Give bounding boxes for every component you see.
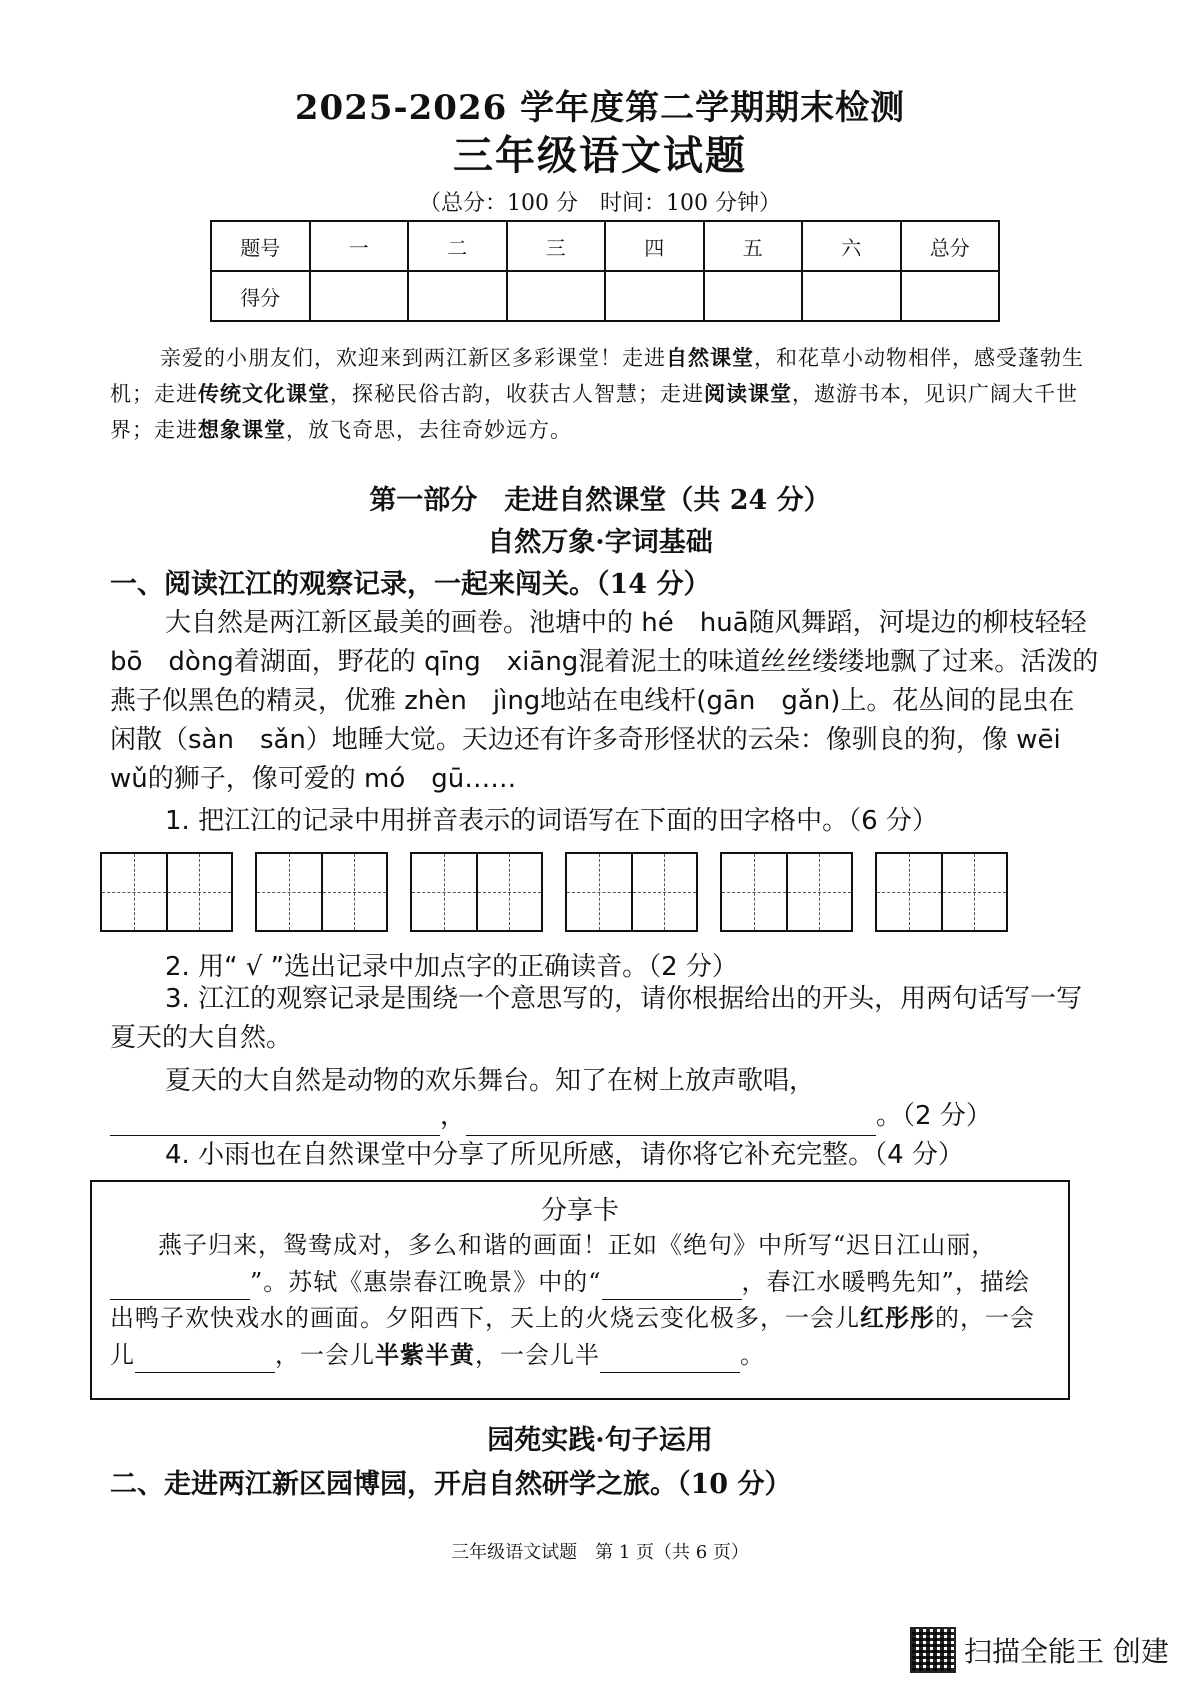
- score-cell: 三: [507, 221, 606, 271]
- share-text-part: 的，一会儿: [110, 1304, 1035, 1369]
- score-cell: 五: [704, 221, 803, 271]
- subsection-title-sentence: 园苑实践·句子运用: [487, 1425, 713, 1456]
- qr-code-icon: [910, 1627, 956, 1673]
- q3-end: 。（2 分）: [876, 1101, 992, 1131]
- score-cell: 一: [310, 221, 409, 271]
- score-cell: 四: [605, 221, 704, 271]
- answer-blank[interactable]: [110, 1263, 250, 1300]
- tian-grid-box[interactable]: [410, 852, 543, 932]
- scanner-watermark: [910, 1625, 1169, 1675]
- share-text-part: ”。苏轼《惠崇春江晚景》中的“: [250, 1268, 602, 1296]
- score-input-cell[interactable]: [802, 271, 901, 321]
- intro-bold: 自然课堂: [666, 345, 754, 370]
- intro-text: ，放飞奇思，去往奇妙远方。: [286, 418, 572, 442]
- answer-blank[interactable]: [110, 1096, 440, 1136]
- question-4: 4. 小雨也在自然课堂中分享了所见所感，请你将它补充完整。（4 分）: [165, 1140, 964, 1170]
- subsection-title-vocab: 自然万象·字词基础: [487, 527, 713, 558]
- share-bold: 半紫半黄: [375, 1340, 475, 1369]
- tian-grid-box[interactable]: [875, 852, 1008, 932]
- score-cell: 总分: [901, 221, 1000, 271]
- share-card-title: 分享卡: [540, 1196, 619, 1226]
- score-input-cell[interactable]: [605, 271, 704, 321]
- intro-text: ，遨游书本，见识广阔大千世界；走进: [110, 382, 1078, 442]
- share-card: [90, 1180, 1070, 1400]
- question-3-start: 夏天的大自然是动物的欢乐舞台。知了在树上放声歌唱，: [165, 1066, 816, 1096]
- intro-bold: 想象课堂: [198, 417, 286, 442]
- tian-grid-box[interactable]: [255, 852, 388, 932]
- exam-subtitle: （总分：100 分 时间：100 分钟）: [419, 191, 781, 216]
- share-bold: 红彤彤: [860, 1303, 935, 1332]
- section-two-heading: 二、走进两江新区园博园，开启自然研学之旅。（10 分）: [110, 1469, 792, 1500]
- score-input-cell[interactable]: [901, 271, 1000, 321]
- watermark-text: 扫描全能王 创建: [964, 1635, 1169, 1668]
- question-3: 3. 江江的观察记录是围绕一个意思写的，请你根据给出的开头，用两句话写一写夏天的大自然。: [110, 984, 1083, 1053]
- q3-comma: ，: [440, 1101, 467, 1131]
- score-cell: 二: [408, 221, 507, 271]
- share-card-text: [110, 1227, 1050, 1373]
- share-text-part: 燕子归来，鸳鸯成对，多么和谐的画面！正如《绝句》中所写“迟日江山丽，: [158, 1231, 997, 1259]
- exam-year-title: 2025-2026 学年度第二学期期末检测: [294, 88, 906, 128]
- score-table-header-row: [211, 221, 999, 271]
- score-cell: 六: [802, 221, 901, 271]
- score-input-cell[interactable]: [310, 271, 409, 321]
- answer-blank[interactable]: [602, 1263, 742, 1300]
- intro-bold: 阅读课堂: [704, 381, 792, 406]
- score-input-cell[interactable]: [408, 271, 507, 321]
- score-label-cell: 得分: [211, 271, 310, 321]
- tian-grid-box[interactable]: [100, 852, 233, 932]
- score-cell: 题号: [211, 221, 310, 271]
- answer-blank[interactable]: [466, 1096, 876, 1136]
- question-2: 2. 用“ √ ”选出记录中加点字的正确读音。（2 分）: [165, 952, 738, 982]
- share-text-part: 。: [740, 1341, 765, 1369]
- answer-blank[interactable]: [600, 1336, 740, 1373]
- score-table-score-row: [211, 271, 999, 321]
- intro-text: ，探秘民俗古韵，收获古人智慧；走进: [330, 382, 704, 406]
- section-one-heading: 一、阅读江江的观察记录，一起来闯关。（14 分）: [110, 569, 711, 600]
- share-text-part: ，一会儿: [275, 1341, 375, 1369]
- tian-grid-box[interactable]: [565, 852, 698, 932]
- question-3-answer-line: [110, 1096, 1100, 1136]
- question-1: 1. 把江江的记录中用拼音表示的词语写在下面的田字格中。（6 分）: [165, 806, 938, 836]
- share-text-part: ，一会儿半: [475, 1341, 600, 1369]
- score-table: [210, 220, 1000, 322]
- score-input-cell[interactable]: [704, 271, 803, 321]
- tian-grid-row: [100, 852, 1100, 932]
- part-one-title: 第一部分 走进自然课堂（共 24 分）: [369, 485, 831, 516]
- score-input-cell[interactable]: [507, 271, 606, 321]
- intro-text: 亲爱的小朋友们，欢迎来到两江新区多彩课堂！走进: [160, 346, 666, 370]
- page-footer: 三年级语文试题 第 1 页（共 6 页）: [451, 1542, 749, 1563]
- intro-text: ，和花草小动物相伴，感受蓬勃生机；走进: [110, 346, 1084, 406]
- answer-blank[interactable]: [135, 1336, 275, 1373]
- intro-bold: 传统文化课堂: [198, 381, 330, 406]
- exam-main-title: 三年级语文试题: [453, 132, 747, 179]
- observation-passage: 大自然是两江新区最美的画卷。池塘中的 hé huā随风舞蹈，河堤边的柳枝轻轻 bō dòng着湖面，野花的 qīng xiāng混着泥土的味道丝丝缕缕地飘了过来。活泼的燕子似黑色的精灵，优雅 zhèn jìng地站在电线杆(gān gǎn)上。花丛间的昆虫在闲散（sàn sǎn）地睡大觉。天边还有许多奇形怪状的云朵：像驯良的狗，像 wēi wǔ的狮子，像可爱的 mó gū……: [110, 608, 1099, 794]
- intro-paragraph: [110, 340, 1100, 448]
- share-text-part: ，春江水暖鸭先知”，描绘出鸭子欢快戏水的画面。夕阳西下，天上的火烧云变化极多，一会儿: [110, 1268, 1030, 1332]
- tian-grid-box[interactable]: [720, 852, 853, 932]
